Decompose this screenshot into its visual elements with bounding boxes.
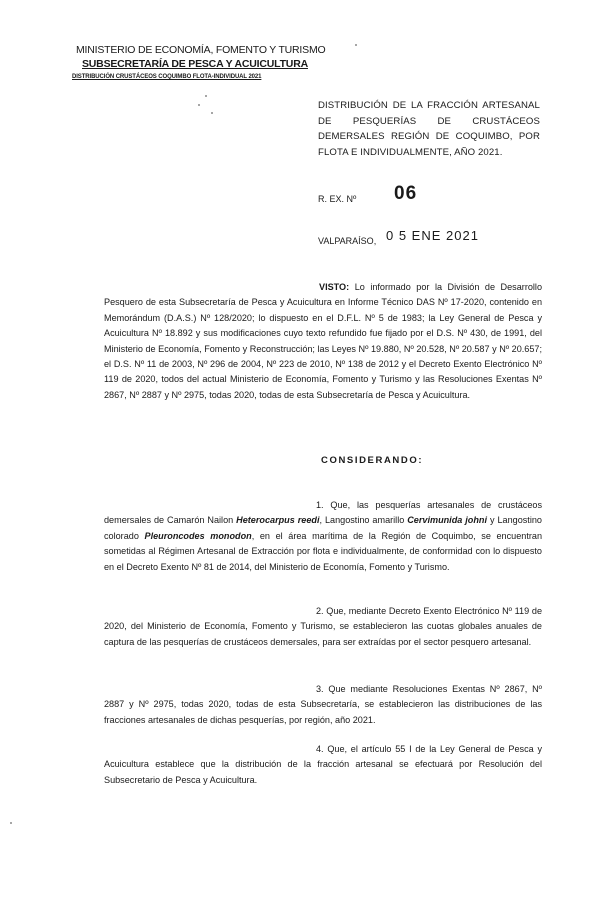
considerando-item-1 (104, 498, 542, 575)
scan-speck (10, 822, 12, 824)
resolution-number: 06 (394, 183, 418, 204)
document-title: DISTRIBUCIÓN DE LA FRACCIÓN ARTESANAL DE PESQUERÍAS DE CRUSTÁCEOS DEMERSALES REGIÓN DE COQUIMBO, POR FLOTA E INDIVIDUALMENTE, AÑO 2021. (318, 100, 540, 158)
item-text: 2. Que, mediante Decreto Exento Electrónico Nº 119 de 2020, del Ministerio de Economía, Fomento y Turismo, se establecieron las cuotas globales anuales de captura de las pesquerías de crustáceos demersales, para ser extraídas por el sector pesquero artesanal. (104, 606, 542, 647)
resolution-label: R. EX. Nº (318, 194, 357, 204)
considerando-item-2 (104, 604, 542, 650)
place-label: VALPARAÍSO, (318, 236, 377, 246)
date-stamp: 0 5 ENE 2021 (386, 228, 479, 243)
item-text: 1. Que, las pesquerías artesanales de crustáceos demersales de Camarón Nailon (104, 500, 542, 526)
subsecretaria-name: SUBSECRETARÍA DE PESCA Y ACUICULTURA (82, 58, 308, 70)
visto-paragraph (104, 280, 542, 403)
item-text: , en el área marítima de la Región de Coquimbo, se encuentran sometidas al Régimen Artesanal de Extracción por flota e individualmente, de conformidad con lo dispuesto en el Decreto Exento Nº 81 de 2014, del Ministerio de Economía, Fomento y Turismo. (104, 530, 542, 572)
scan-speck (211, 112, 213, 114)
scan-speck (205, 95, 207, 97)
item-text: , Langostino amarillo (319, 515, 408, 526)
scan-speck (198, 104, 200, 106)
considerando-item-3 (104, 682, 542, 728)
species-name: Cervimunida johni (407, 515, 487, 526)
item-text: y Langostino colorado (104, 515, 542, 541)
ministry-name: MINISTERIO DE ECONOMÍA, FOMENTO Y TURISMO (76, 44, 326, 56)
item-text: 3. Que mediante Resoluciones Exentas Nº 2867, Nº 2887 y Nº 2975, todas 2020, todas de esta Subsecretaría, se establecieron las distribuciones de las fracciones artesanales de dichas pesquerías, por región, año 2021. (104, 684, 542, 725)
considerando-item-4 (104, 742, 542, 788)
visto-label: VISTO: (319, 282, 350, 292)
scan-speck (355, 44, 357, 46)
species-name: Pleuroncodes monodon (144, 530, 252, 541)
visto-text: Lo informado por la División de Desarrollo Pesquero de esta Subsecretaría de Pesca y Acuicultura en Informe Técnico DAS Nº 17-2020, contenido en Memorándum (D.A.S.) Nº 128/2020; lo dispuesto en el D.F.L. Nº 5 de 1983; la Ley General de Pesca y Acuicultura Nº 18.892 y sus modificaciones cuyo texto refundido fue fijado por el D.S. Nº 430, de 1991, del Ministerio de Economía, Fomento y Reconstrucción; las Leyes Nº 19.880, Nº 20.528, Nº 20.587 y Nº 20.657; el D.S. Nº 11 de 2003, Nº 296 de 2004, Nº 223 de 2010, Nº 138 de 2012 y el Decreto Exento Electrónico Nº 119 de 2020, todos del actual Ministerio de Economía, Fomento y Turismo y las Resoluciones Exentas Nº 2867, Nº 2887 y Nº 2975, todas 2020, todas de esta Subsecretaría de Pesca y Acuicultura. (104, 282, 543, 400)
species-name: Heterocarpus reedi (236, 515, 320, 526)
item-text: 4. Que, el artículo 55 I de la Ley General de Pesca y Acuicultura establece que la distribución de la fracción artesanal se efectuará por Resolución del Subsecretario de Pesca y Acuicultura. (104, 744, 542, 785)
considerando-heading: CONSIDERANDO: (321, 455, 424, 466)
subject-reference: DISTRIBUCIÓN CRUSTÁCEOS COQUIMBO FLOTA-INDIVIDUAL 2021 (72, 74, 262, 80)
